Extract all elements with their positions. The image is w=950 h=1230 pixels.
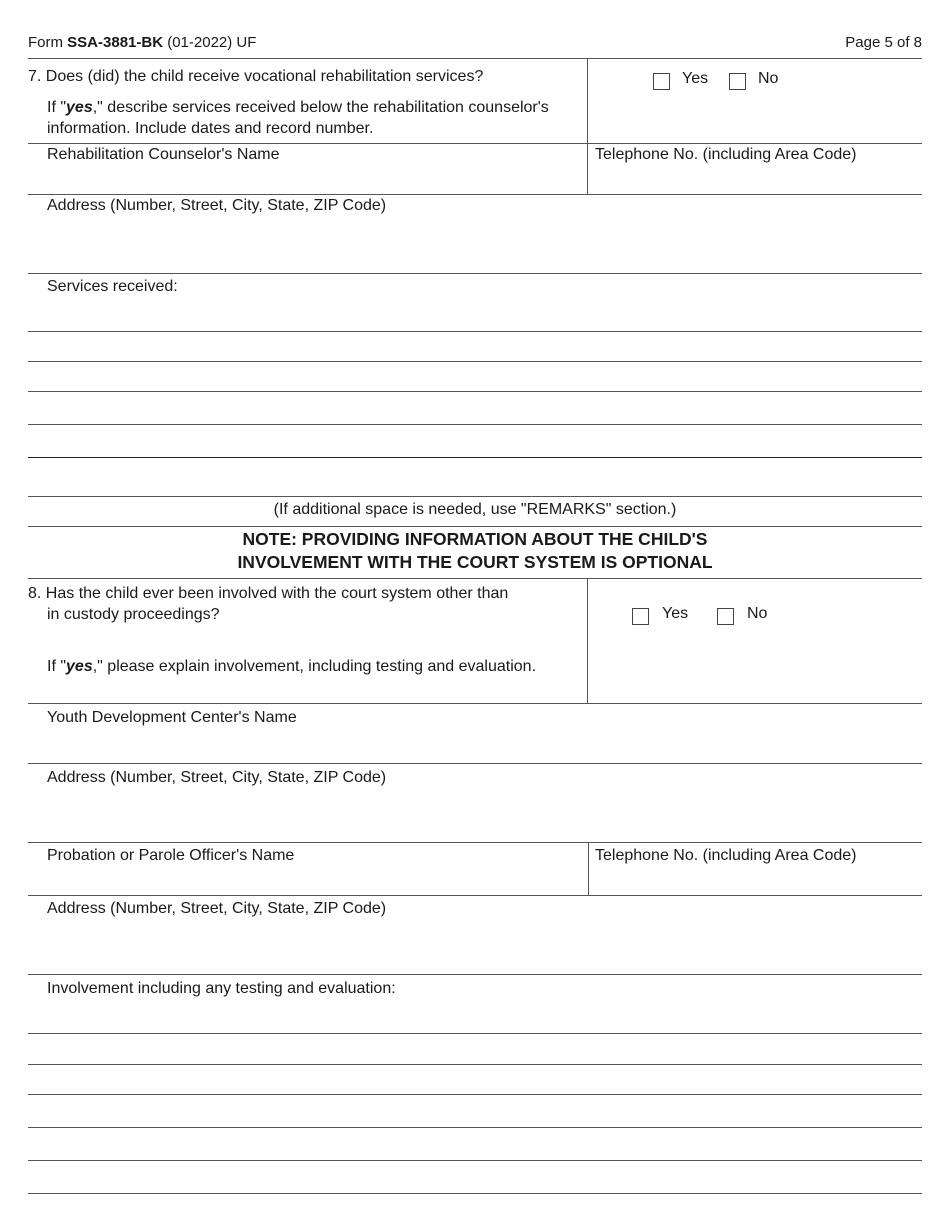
services-line-2[interactable] (28, 332, 922, 360)
services-line-4[interactable] (28, 393, 922, 421)
q8-yes-checkbox[interactable] (632, 608, 649, 625)
officer-address-rule (28, 974, 922, 975)
involvement-line-1[interactable] (28, 1004, 922, 1032)
counselor-telephone-field[interactable] (589, 165, 921, 193)
youth-center-address-label: Address (Number, Street, City, State, ZIP Code) (47, 769, 387, 786)
counselor-telephone-label: Telephone No. (including Area Code) (595, 146, 857, 163)
q7-if-yes-instruction (47, 98, 549, 118)
officer-name-field[interactable] (28, 867, 587, 894)
involvement-line-6[interactable] (28, 1164, 922, 1192)
q7-no-checkbox[interactable] (729, 73, 746, 90)
q8-if-suffix: ," please explain involvement, including testing and evaluation. (92, 658, 537, 675)
q7-column-divider (587, 58, 588, 194)
youth-center-label: Youth Development Center's Name (47, 709, 297, 726)
involvement-rule-3 (28, 1094, 922, 1095)
involvement-rule-6 (28, 1193, 922, 1194)
officer-address-label: Address (Number, Street, City, State, ZIP Code) (47, 900, 387, 917)
header-rule (28, 58, 922, 59)
services-line-5[interactable] (28, 427, 922, 455)
youth-center-field[interactable] (28, 730, 922, 762)
officer-telephone-label: Telephone No. (including Area Code) (595, 847, 857, 864)
q7-if-suffix: ," describe services received below the rehabilitation counselor's (92, 99, 549, 116)
q8-question-line2: in custody proceedings? (47, 606, 220, 623)
q8-no-label: No (747, 605, 768, 622)
form-prefix: Form (28, 34, 68, 51)
q7-question: 7. Does (did) the child receive vocational rehabilitation services? (28, 68, 484, 85)
officer-telephone-field[interactable] (590, 867, 921, 894)
q7-if-yes-emphasis: yes (66, 99, 93, 116)
services-rule-3 (28, 391, 922, 392)
q8-yes-label: Yes (662, 605, 689, 622)
involvement-rule-1 (28, 1033, 922, 1034)
form-id (28, 33, 256, 53)
form-number: SSA-3881-BK (67, 34, 164, 51)
officer-address-field[interactable] (28, 921, 922, 973)
q8-no-checkbox[interactable] (717, 608, 734, 625)
remarks-note: (If additional space is needed, use "REMARKS" section.) (273, 501, 677, 518)
court-note-line1: NOTE: PROVIDING INFORMATION ABOUT THE CHILD'S (242, 529, 708, 549)
officer-row-rule (28, 895, 922, 896)
involvement-rule-5 (28, 1160, 922, 1161)
q7-yes-checkbox[interactable] (653, 73, 670, 90)
q7-divider (28, 143, 922, 144)
q7-yes-label: Yes (682, 70, 709, 87)
officer-column-divider (588, 842, 589, 895)
counselor-name-field[interactable] (28, 165, 586, 193)
services-rule-6 (28, 496, 922, 497)
remarks-rule (28, 526, 922, 527)
counselor-address-label: Address (Number, Street, City, State, ZIP Code) (47, 197, 387, 214)
youth-center-rule (28, 763, 922, 764)
court-note-rule (28, 578, 922, 579)
services-received-label: Services received: (47, 278, 178, 295)
counselor-address-field[interactable] (28, 218, 922, 272)
q7-if-yes-instruction-line2: information. Include dates and record number. (47, 120, 374, 137)
counselor-name-label: Rehabilitation Counselor's Name (47, 146, 280, 163)
involvement-line-4[interactable] (28, 1097, 922, 1125)
q7-no-label: No (758, 70, 779, 87)
involvement-rule-4 (28, 1127, 922, 1128)
services-rule-4 (28, 424, 922, 425)
form-suffix: (01-2022) UF (163, 34, 257, 51)
youth-center-address-field[interactable] (28, 790, 922, 841)
q8-column-divider (587, 578, 588, 703)
involvement-label: Involvement including any testing and evaluation: (47, 980, 396, 997)
counselor-row-rule (28, 194, 922, 195)
involvement-line-3[interactable] (28, 1065, 922, 1093)
q7-if-prefix: If " (47, 99, 67, 116)
services-line-1[interactable] (28, 302, 922, 330)
services-rule-5 (28, 457, 922, 458)
services-line-3[interactable] (28, 362, 922, 390)
involvement-line-2[interactable] (28, 1035, 922, 1063)
q8-if-yes-instruction (47, 657, 536, 677)
services-line-6[interactable] (28, 465, 922, 493)
involvement-line-5[interactable] (28, 1131, 922, 1159)
address-row-rule (28, 273, 922, 274)
q8-rule (28, 703, 922, 704)
page-number: Page 5 of 8 (845, 34, 922, 51)
court-note-line2: INVOLVEMENT WITH THE COURT SYSTEM IS OPTIONAL (237, 552, 713, 572)
q8-if-prefix: If " (47, 658, 67, 675)
officer-name-label: Probation or Parole Officer's Name (47, 847, 295, 864)
q8-if-yes-emphasis: yes (66, 658, 93, 675)
youth-address-rule (28, 842, 922, 843)
q8-question-line1: 8. Has the child ever been involved with the court system other than (28, 585, 509, 602)
